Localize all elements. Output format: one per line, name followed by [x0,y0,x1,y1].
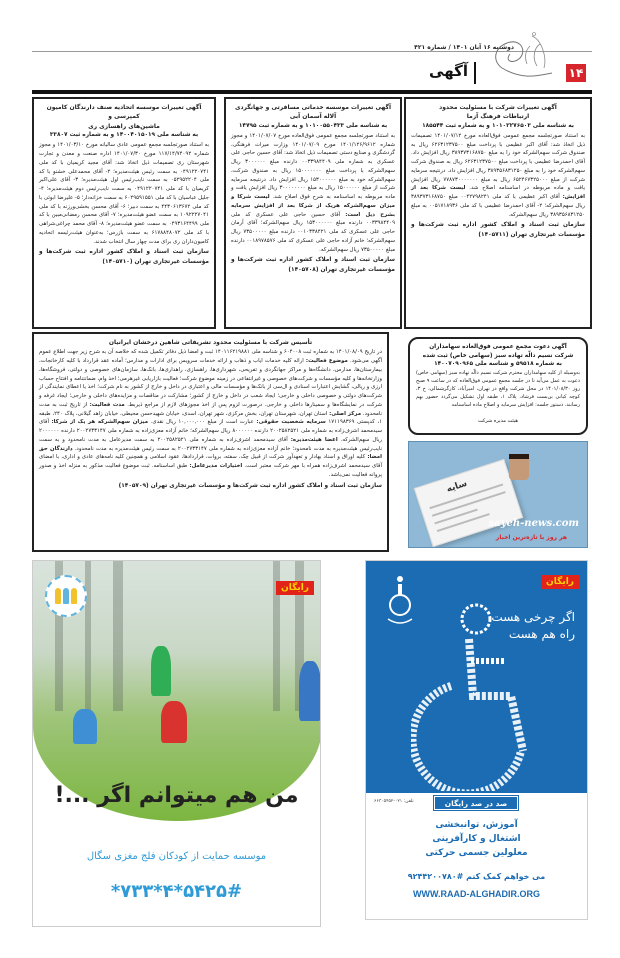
raad-phone: تلفن: ۰۲۱-۶۶۳۰۵۴۵۲ [374,799,414,804]
ad-board-label: اعضا هیئت‌مدیره: [290,436,338,443]
ad-footer: سازمان ثبت اسناد و املاک کشور اداره ثبت شرکت‌ها و مؤسسات غیرتجاری تهران (۱۴۰۵۷۰۸) [231,257,395,273]
service-line: اشتغال و کارآفرینی [432,833,521,844]
slogan-line: راه هم هست [508,627,575,642]
free-badge: رایگان [276,581,314,595]
raad-blue-panel [366,561,587,793]
ad-title: آگهی تغییرات شرکت با مسئولیت محدود [439,104,557,111]
invitation-registration: به شماره ۵۹۵۱۸ و شناسه ملی ۱۴۰۰۷۰۹۰۹۶۵ [434,361,562,368]
tree-trunk [113,561,123,711]
promo-raad-alghadir[interactable] [365,560,588,920]
ad-partners-label: لیست شرکا و میزان سهم‌الشرکه هریک از شرکا بعد از افزایش سرمایه بشرح ذیل است: [231,194,396,218]
ad-duration-text: از تاریخ ثبت به مدت نامحدود. [39,401,382,417]
masthead [32,0,592,95]
child-green-shirt [151,646,171,696]
ad-title: آگهی تغییرات موسسه خدماتی مسافرتی و جهانگردی [234,104,392,111]
ad-company-change-farhang-azma [404,97,592,329]
ad-partners-text: آقای حسین حاجی علی عسکری کد ملی ۰۰۳۳۹۸۴۴۰۹ دارنده مبلغ ۱۵۳۰۰۰۰۰۰ ریال سهم‌الشرکه؛ آقای آرمان حاجی علی عسکری کد ملی ۰۰۱۰۳۳۸۴۲۱ دارنده مبلغ ۷۳۵۰۰۰۰۰ ریال سهم‌الشرکه؛ خانم آزاده حاجی علی عسکری کد ملی ۰۰۱۸۹۷۸۵۷۶ دارنده مبلغ ۷۳۵۰۰۰۰۰ ریال سهم‌الشرکه. [231,211,396,253]
ad-capital-label: سرمایه شخصیت حقوقی: [256,419,326,426]
ad-registration-id: به شناسه ملی ۱۰۱۰۰۵۵۰۴۳۳ و به شماره ثبت ۱۴۷۹۵ [238,122,388,129]
raad-free-ribbon: صد در صد رایگان [434,796,518,810]
ad-body-text: به استناد صورتجلسه مجمع عمومی فوق‌العاده مورخ ۱۴۰۱/۰۷/۰۷ و مجوز شماره ۱۴۰۱/۱۲۶/۹۶۱۲ مورخ ۱۴۰۱/۰۷/۰۹ وزارت میراث فرهنگی، گردشگری و صنایع دستی تصمیمات ذیل اتخاذ شد: آقای حسین حاجی علی عسکری به شماره ملی ۰۰۳۳۹۸۴۴۰۹ دارنده مبلغ ۳۰۰۰۰۰۰ ریال سهم‌الشرکه با پرداخت مبلغ ۱۵۰۰۰۰۰۰۰ ریال به صندوق شرکت، سهم‌الشرکه خود به مبلغ ۱۵۳۰۰۰۰۰۰ ریال افزایش داد. درنتیجه سرمایه شرکت از مبلغ ۱۵۰۰۰۰۰۰ ریال به مبلغ ۳۰۰۰۰۰۰۰۰ ریال افزایش یافت و ماده مربوطه به اساسنامه به شرح فوق اصلاح شد. [231,132,396,201]
free-badge: رایگان [541,575,579,589]
charity-logo [45,575,87,617]
ad-capital-text: عبارت است از مبلغ ۱۰,۰۰۰,۰۰۰ ریال نقدی. [150,419,254,426]
ad-union-truck-owners-rey [32,97,216,329]
newspaper-logo[interactable] [482,28,562,88]
calligraphy-logo-icon [482,28,562,88]
ad-company-founding-shahin-derakhshan [32,332,389,552]
donation-ussd-code[interactable]: *۷۳۳*۴*۵۴۲۵# [110,881,243,902]
ad-hq-label: مرکز اصلی: [329,410,362,417]
ad-body [39,348,382,479]
ad-hq-text: استان تهران، شهرستان تهران، بخش مرکزی، شهر تهران، اسدی، خیابان شهیدحسن محیطی، خیابان زاهد گیلانی، پلاک ۲۴۰، طبقه ۱، کدپستی ۱۷۱۱۹۸۳۶۹ [39,410,382,426]
ad-company-name: ماشین‌های راهسازی ری [88,122,160,130]
raad-services [366,819,587,861]
ad-powers-text: طبق اساسنامه. ثبت موضوع فعالیت مذکور به منزله اخذ و صدور پروانه فعالیت نمی‌باشد. [39,463,382,478]
paper-masthead: سایه [445,478,469,495]
ad-partners-label: میزان سهم‌الشرکه هر یک از شرکا: [51,419,149,426]
ad-partners-text: آقای اکبر عظیمی با کد ملی ۰۰۴۲۷۹۸۲۴۱ مبلغ ۳۸۹۳۷۳۱۶۸۷۵۰ ریال سهم‌الشرکه؛ ۲- آقای احمدرضا عظیمی با کد ملی ۰۰۵۱۷۱۸۹۳۶ به مبلغ ۳۸۹۳۵۶۸۳۱۲۵۰ ریال سهم‌الشرکه. [411,194,585,218]
ad-footer: سازمان ثبت اسناد و املاک کشور اداره ثبت شرکت‌ها و مؤسسات غیرتجاری تهران (۱۴۰۵۷۰۹) [118,482,382,489]
ad-title: تأسیس شرکت با مسئولیت محدود تشریفاتی شاهین درخشان ایرانیان [108,339,313,346]
ad-footer: سازمان ثبت اسناد و املاک کشور اداره ثبت شرکت‌ها و مؤسسات غیرتجاری تهران (۱۴۰۵۷۱۱) [411,222,585,238]
section-title: آگهی [429,62,468,80]
section-separator [474,62,476,84]
ad-body [411,132,585,220]
coffee-cup-icon [509,454,529,480]
ad-registration-id: به شناسه ملی ۱۴۰۰۴۰۱۵۰۱۹ و به شماره ثبت ۳۳۸۰۷ [49,131,199,138]
ad-registration-id: به شناسه ملی ۱۰۱۰۲۲۷۶۵۰۳ و به شماره ثبت ۱۸۵۵۴۴ [422,122,574,129]
child-jumping [299,661,321,721]
ad-subject-label: موضوع فعالیت: [305,358,348,365]
ad-subject-text: ارائه کلیه خدمات ایاب و ذهاب و ارائه خدمات سرویس برای ادارات و مدارس؛ آماده عقد قرارداد با کلیه کارخانجات، بیمارستان‌ها، مدارس، دانشگاه‌ها و مراکز جهانگردی و تفریحی، شهرداری‌ها، راهسازی، راهداری‌ها، بانک‌ها، سازمان‌های خصوصی و دولتی، فروشگاه‌ها، وزارتخانه‌ها و کلیه مؤسسات و شرکت‌های خصوصی و غیرانتفاعی در زمینه موضوع شرکت؛ فعالیت بازاریابی غیرهرمی؛ اخذ وام، ضمانتنامه و افتتاح حساب ارزی و ریالی، گشایش اعتبارات اسنادی و ال‌سی از بانک‌ها و مؤسسات مالی و اعتباری در داخل و خارج از کشور به نام شرکت؛ اخذ یا اعطای نمایندگی از شرکت‌های دولتی و خصوصی داخلی و خارجی؛ ایجاد شعب در داخل و خارج از کشور؛ مشارکت در مناقصات و مزایده‌های داخلی و خارجی؛ ایجاد غرفه و شرکت در نمایشگاه‌ها و سمینارها داخلی و خارجی. درصورت لزوم پس از اخذ مجوزهای لازم از مراجع ذیربط. [39,358,382,408]
promo-sayeh-news[interactable] [408,441,588,548]
news-site-link[interactable]: sayeh-news.com [488,518,579,529]
ad-signers-label: دارندگان حق امضا: [39,445,382,461]
child-blue-shirt [73,709,97,744]
service-line: معلولین جسمی حرکتی [425,847,528,858]
ad-board-text: آقای سیدمحمد اشرف‌زاده به شماره ملی ۲۰۰۲۵۸۲۵۲۱ به سمت مدیرعامل به مدت نامحدود و به سمت نایب‌رئیس هیئت‌مدیره به مدت نامحدود؛ خانم آزاده معزی‌زاده به شماره ملی ۲۰۰۲۷۳۳۱۴۷ به سمت رئیس هیئت‌مدیره به مدت نامحدود. [39,436,383,452]
raad-logo-icon [384,575,414,630]
service-line: آموزش، توانبخشی [435,820,518,830]
slogan-line: اگر چرخی هست [491,610,575,624]
invitation-title: آگهی دعوت مجمع عمومی فوق‌العاده سهامداران [429,344,567,350]
ad-footer: سازمان ثبت اسناد و املاک کشور اداره ثبت شرکت‌ها و مؤسسات غیرتجاری تهران (۱۴۰۵۷۱۰) [39,249,209,265]
ad-company-name: ارتباطات فرهنگ آزما [466,113,530,121]
ad-title: آگهی تغییرات موسسه اتحادیه صنف دارندگان کامیون کمپرسی و [46,104,202,121]
ad-company-name: آلاله آسمان آبی [289,113,337,121]
ad-body [231,132,395,255]
wheelchair-icon [411,601,541,791]
raad-website-link[interactable]: WWW.RAAD-ALGHADIR.ORG [413,889,540,899]
ad-partners-text: آقای سیدمحمد اشرف‌زاده به شماره ملی ۲۰۰۲۵۸۲۵۲۱ دارنده ۸۰۰۰۰۰۰ ریال سهم‌الشرکه؛ خانم آزاده معزی‌زاده به شماره ملی ۲۰۰۲۷۳۳۱۴۷ دارنده ۲۰۰۰۰۰۰ ریال سهم‌الشرکه. [39,419,383,443]
ad-shareholder-meeting-invitation [408,337,588,435]
ad-body: به استناد صورتجلسه مجمع عمومی عادی سالیانه مورخ ۱۴۰۱/۰۳/۱۰ و مجوز شماره ۱۱۷/۱۴/۷۴۰۹۲ مورخ ۱۴۰۱/۰۷/۳۰ اداره صنعت و معدن و تجارت شهرستان ری تصمیمات ذیل اتخاذ شد: آقای مجید کریمیان با کد ملی ۰۴۹۱۲۲۰۷۴۱ به سمت رئیس هیئت‌مدیره؛ ۲- آقای محمدعلی خشنو با کد ملی ۰۵۲۹۵۲۲۰۴ به سمت نایب‌رئیس اول هیئت‌مدیره؛ ۳- آقای علی‌اکبر کریمیان با کد ملی ۰۴۹۱۲۲۰۷۴۱ به سمت نایب‌رئیس دوم هیئت‌مدیره؛ ۴- جلیل عباسیان با کد ملی ۶۰۲۹۵۹۱۵۵۱ به سمت خزانه‌دار؛ ۵- علیرضا ابوئی با کد ملی ۴۴۳۰۶۱۳۶۷۲ به سمت دبیر؛ ۶- آقای محسن بخشی‌ورزنه با کد ملی ۱۰۹۲۲۲۷۰۴۱ به سمت عضو هیئت‌مدیره؛ ۷- آقای محسن رمضانی‌مبین با کد ملی ۰۴۹۳۱۶۴۴۹۹ به سمت عضو هیئت‌مدیره؛ ۸- آقای محمد چراغی‌شراهی با کد ملی ۶۱۷۸۸۴۸۰۷۲ به سمت بازرس؛ به‌عنوان هیئت‌رئیسه اتحادیه کامیون‌داران ری برای مدت چهار سال انتخاب شدند. [39,142,210,245]
invitation-company: شرکت نسیم دالّه تهاده سبز (سهامی خاص) ثبت شده [422,352,574,359]
children-headline: من هم میتوانم اگر ...! [54,783,299,808]
ad-duration-label: مدت فعالیت: [89,401,125,408]
invitation-signature: هیئت مدیره شرکت [477,418,519,425]
page-number-badge: ۱۴ [566,64,586,82]
raad-donate-code[interactable]: می خواهم کمک کنم #۹۲۴۴۲۰۰۷۸۰ [407,872,546,881]
invitation-body: به‌وسیله از کلیه سهامداران محترم شرکت نسیم دالّه تهاده سبز (سهامی خاص) دعوت به عمل می‌آید تا در جلسه مجمع عمومی فوق‌العاده که در ساعت ۹ صبح روز ۱۴۰۱/۰۸/۳۰ در محل شرکت واقع در تهران، امیرآباد، کارگرشمالی، خ ۳، کوچه کیانی بن‌بست فرشاد، پلاک ۱، طبقه اول تشکیل می‌گردد حضور بهم رسانند. دستور جلسه: افزایش سرمایه و اصلاح ماده اساسنامه [416,370,580,409]
children-org-name: موسسه حمایت از کودکان فلج مغزی سگال [86,851,267,862]
issue-date-line: دوشنبه ۱۶ آبان ۱۴۰۱ / شماره ۴۲۱ [414,44,514,51]
promo-children-charity[interactable] [32,560,321,927]
ad-partners-label: لیست شرکا بعد از افزایش: [411,185,585,201]
child-red-shirt [161,701,187,743]
ad-body-text: به استناد صورتجلسه مجمع عمومی فوق‌العاده مورخ ۱۴۰۱/۰۷/۱۲ تصمیمات ذیل اتخاذ شد: آقای اکبر عظیمی با پرداخت مبلغ ۶۲۶۳۱۲۳۷۵۰۰ ریال به صندوق شرکت سهم‌الشرکه خود را به مبلغ ۳۸۹۳۷۳۱۶۸۷۵۰ ریال افزایش داد. آقای احمدرضا عظیمی با پرداخت مبلغ ۶۲۶۳۱۲۳۷۵۰۰ ریال به صندوق شرکت سهم‌الشرکه خود را به مبلغ ۳۸۹۳۵۶۸۳۱۲۵۰ ریال افزایش داد. درنتیجه سرمایه شرکت از مبلغ ۶۵۲۴۶۷۳۲۵۰۰۰ ریال به مبلغ ۷۷۸۷۳۰۰۰۰۰۰۰ ریال افزایش یافت و ماده مربوطه در اساسنامه اصلاح شد. [411,132,586,192]
paper-text-line [437,513,490,532]
ad-company-change-alaleh-aseman [224,97,402,329]
ad-body-intro: در تاریخ ۱۴۰۱/۰۸/۰۹ به شماره ثبت ۶۰۴۰۰۸ و شناسه ملی ۱۴۰۱۱۶۲۱۹۸۸۱ ثبت و امضا ذیل دفاتر تکمیل شده که خلاصه آن به شرح زیر جهت اطلاع عموم آگهی می‌شود. [39,349,382,365]
tree-trunk [85,561,91,711]
ad-powers-label: اختیارات مدیرعامل: [189,463,243,470]
news-tagline: هر روز با تازه‌ترین اخبار [495,534,567,541]
header-thick-rule [32,90,592,94]
ad-signers-text: کلیه اوراق و اسناد بهادار و تعهدآور شرکت از قبیل چک، سفته، بروات، قراردادها، عقود اسلامی و همچنین کلیه نامه‌های عادی و اداری، با امضای آقای سیدمحمد اشرف‌زاده همراه با مهر شرکت معتبر است. [39,454,382,470]
